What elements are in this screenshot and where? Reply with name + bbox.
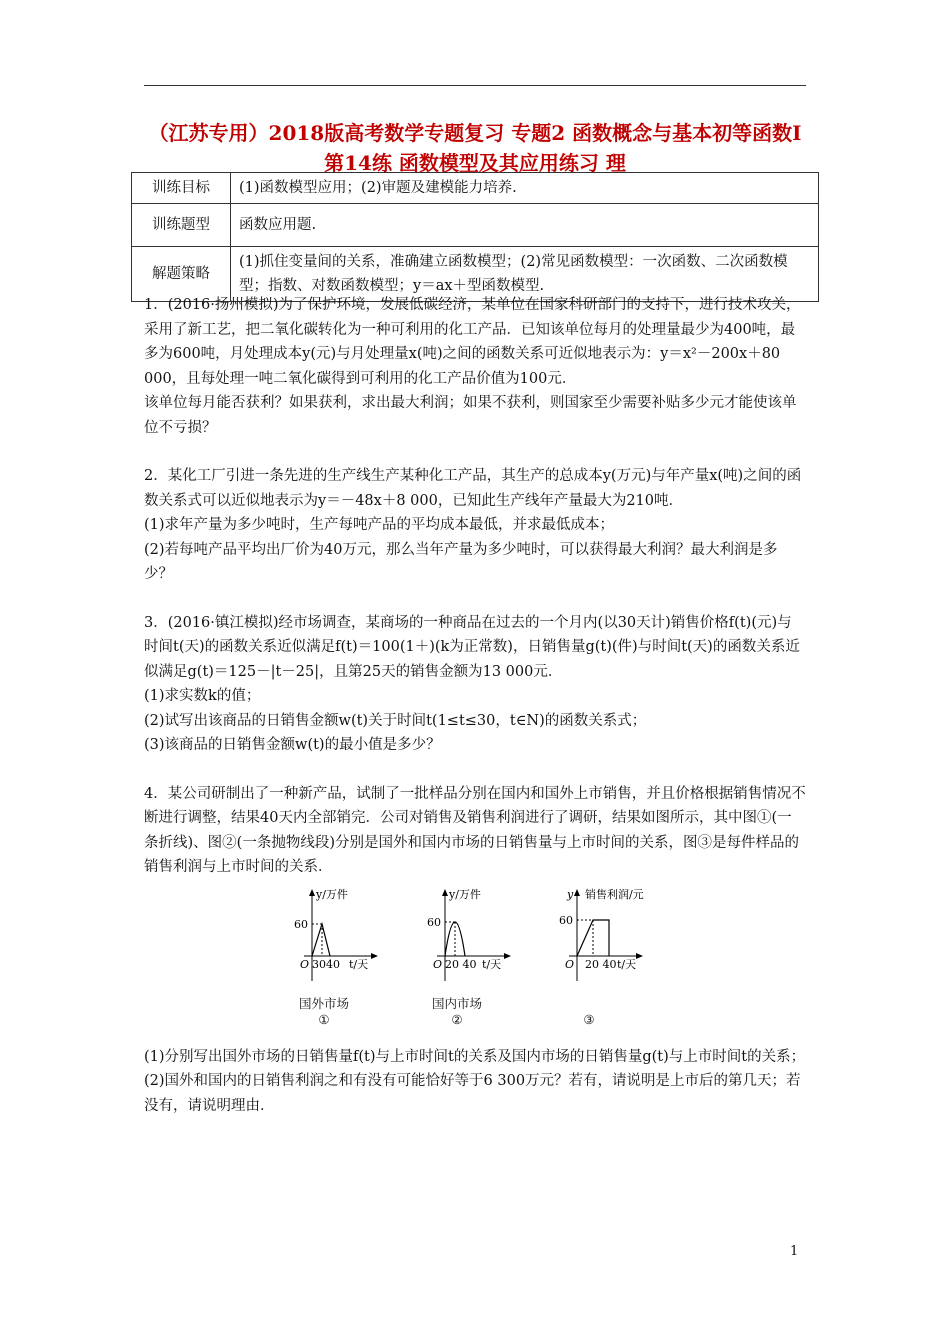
- training-info-table: [131, 172, 819, 302]
- figure-2-caption: 国内市场: [431, 995, 482, 1011]
- problem-content: [144, 293, 806, 1118]
- origin-label: O: [300, 957, 310, 971]
- x-tick: 20 40: [585, 957, 617, 971]
- y-label: y/万件: [449, 887, 481, 901]
- problem-3-stem: 3．(2016·镇江模拟)经市场调查，某商场的一种商品在过去的一个月内(以30天计)销售价格f(t)(元)与时间t(天)的函数关系近似满足f(t)＝100(1＋)(k为正常数)，日销售量g(t)(件)与时间t(天)的函数关系近似满足g(t)＝125－|t－25|，且第25天的销售金额为13 000元．: [144, 614, 800, 680]
- figure-2: [427, 886, 517, 1027]
- problem-4-figures: [144, 886, 806, 1041]
- document-title: （江苏专用）2018版高考数学专题复习 专题2 函数概念与基本初等函数Ⅰ 第14练 函数模型及其应用练习 理: [148, 121, 802, 175]
- figure-1: [294, 886, 384, 1027]
- problem-1-question: 该单位每月能否获利？如果获利，求出最大利润；如果不获利，则国家至少需要补贴多少元才能使该单位不亏损？: [144, 395, 797, 436]
- y-tick: 60: [294, 917, 308, 931]
- problem-4-q1: (1)分别写出国外市场的日销售量f(t)与上市时间t的关系及国内市场的日销售量g(t)与上市时间t的关系；: [144, 1048, 806, 1065]
- figure-3: [559, 886, 669, 1027]
- table-row: [132, 204, 819, 247]
- table-key: 训练目标: [132, 173, 231, 204]
- y-tick: 60: [427, 915, 441, 929]
- table-key: 训练题型: [132, 204, 231, 247]
- problem-3-q3: (3)该商品的日销售金额w(t)的最小值是多少？: [144, 737, 441, 753]
- header-rule: [144, 85, 806, 86]
- origin-label: O: [433, 957, 443, 971]
- sales-polyline: [312, 924, 330, 956]
- problem-1-stem: 1．(2016·扬州模拟)为了保护环境，发展低碳经济，某单位在国家科研部门的支持下，进行技术攻关，采用了新工艺，把二氧化碳转化为一种可利用的化工产品．已知该单位每月的处理量最少为400吨，最多为600吨，月处理成本y(元)与月处理量x(吨)之间的函数关系可近似地表示为：y＝x²－200x＋80 000，且每处理一吨二氧化碳得到可利用的化工产品价值为100元．: [144, 297, 801, 387]
- problem-3-q2: (2)试写出该商品的日销售金额w(t)关于时间t(1≤t≤30，t∈N)的函数关系式；: [144, 712, 647, 729]
- y-label: y: [567, 887, 574, 901]
- y-label: y/万件: [316, 887, 348, 901]
- figure-3-number: ③: [583, 1011, 595, 1027]
- table-key: 解题策略: [132, 247, 231, 302]
- problem-3-q1: (1)求实数k的值；: [144, 688, 261, 704]
- problem-2-q2: (2)若每吨产品平均出厂价为40万元，那么当年产量为多少吨时，可以获得最大利润？最大利润是多少？: [144, 541, 778, 582]
- table-value: 函数应用题.: [231, 204, 819, 247]
- figure-1-caption: 国外市场: [298, 995, 349, 1011]
- figure-1-number: ①: [318, 1011, 330, 1027]
- table-row: [132, 173, 819, 204]
- table-value: (1)抓住变量间的关系，准确建立函数模型；(2)常见函数模型：一次函数、二次函数模型；指数、对数函数模型；y＝ax＋型函数模型.: [231, 247, 819, 302]
- table-value: (1)函数模型应用；(2)审题及建模能力培养.: [231, 173, 819, 204]
- y-tick: 60: [559, 913, 573, 927]
- figure-2-number: ②: [451, 1011, 463, 1027]
- x-label: t/天: [349, 957, 369, 971]
- problem-4-stem: 4．某公司研制出了一种新产品，试制了一批样品分别在国内和国外上市销售，并且价格根据销售情况不断进行调整，结果40天内全部销完．公司对销售及销售利润进行了调研，结果如图所示，其中图①(一条折线)、图②(一条抛物线段)分别是国外和国内市场的日销售量与上市时间的关系，图③是每件样品的销售利润与上市时间的关系．: [144, 785, 806, 875]
- x-tick: 3040: [312, 957, 340, 971]
- problem-4-q2: (2)国外和国内的日销售利润之和有没有可能恰好等于6 300万元？若有，请说明是上市后的第几天；若没有，请说明理由．: [144, 1073, 801, 1114]
- page-number: 1: [790, 1244, 799, 1259]
- origin-label: O: [565, 957, 575, 971]
- x-label: t/天: [482, 957, 502, 971]
- x-label: t/天: [617, 957, 637, 971]
- x-tick: 20 40: [445, 957, 477, 971]
- problem-2-stem: 2．某化工厂引进一条先进的生产线生产某种化工产品，其生产的总成本y(万元)与年产量x(吨)之间的函数关系式可以近似地表示为y＝－48x＋8 000，已知此生产线年产量最大为210吨．: [144, 468, 802, 509]
- y-label-2: 销售利润/元: [585, 887, 644, 901]
- problem-2-q1: (1)求年产量为多少吨时，生产每吨产品的平均成本最低，并求最低成本；: [144, 517, 615, 533]
